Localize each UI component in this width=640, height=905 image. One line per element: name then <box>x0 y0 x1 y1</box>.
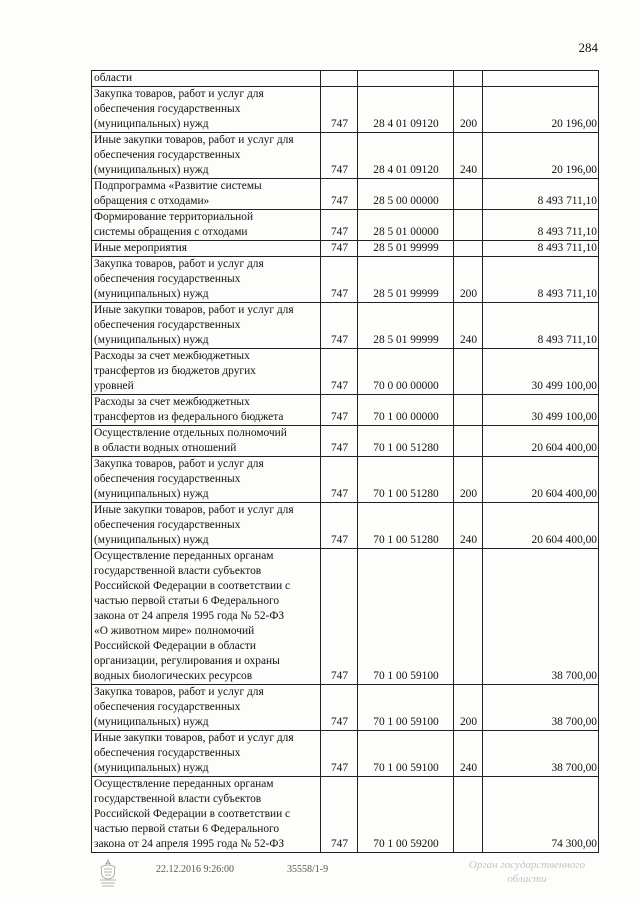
cell-name: Закупка товаров, работ и услуг для обеспечения государственных (муниципальных) нужд <box>92 457 321 503</box>
cell-sum: 20 604 400,00 <box>483 457 599 503</box>
table-row <box>92 426 599 457</box>
cell-ved: 747 <box>321 503 358 549</box>
cell-sum: 20 196,00 <box>483 133 599 179</box>
cell-vr <box>454 395 483 426</box>
footer-stamp: Орган государственного области <box>468 859 586 885</box>
table-row <box>92 349 599 395</box>
cell-csr: 28 4 01 09120 <box>358 87 454 133</box>
table-row <box>92 87 599 133</box>
cell-vr: 200 <box>454 685 483 731</box>
cell-sum: 8 493 711,10 <box>483 303 599 349</box>
table-row <box>92 133 599 179</box>
table-row <box>92 503 599 549</box>
cell-name: Закупка товаров, работ и услуг для обеспечения государственных (муниципальных) нужд <box>92 257 321 303</box>
cell-vr <box>454 179 483 210</box>
cell-csr: 28 5 01 99999 <box>358 241 454 257</box>
cell-sum: 8 493 711,10 <box>483 210 599 241</box>
cell-ved: 747 <box>321 426 358 457</box>
cell-ved: 747 <box>321 303 358 349</box>
table-row <box>92 71 599 87</box>
cell-sum: 38 700,00 <box>483 731 599 777</box>
cell-name: Расходы за счет межбюджетных трансфертов из федерального бюджета <box>92 395 321 426</box>
cell-csr: 70 1 00 00000 <box>358 395 454 426</box>
cell-vr: 240 <box>454 731 483 777</box>
cell-vr <box>454 210 483 241</box>
cell-sum: 20 604 400,00 <box>483 503 599 549</box>
cell-ved: 747 <box>321 179 358 210</box>
cell-ved: 747 <box>321 549 358 685</box>
cell-sum: 38 700,00 <box>483 685 599 731</box>
cell-csr: 70 1 00 59100 <box>358 685 454 731</box>
cell-ved: 747 <box>321 133 358 179</box>
table-row <box>92 731 599 777</box>
coat-of-arms-icon <box>95 858 121 888</box>
cell-ved: 747 <box>321 257 358 303</box>
cell-name: Закупка товаров, работ и услуг для обеспечения государственных (муниципальных) нужд <box>92 685 321 731</box>
cell-ved: 747 <box>321 241 358 257</box>
cell-ved: 747 <box>321 210 358 241</box>
cell-csr: 70 1 00 59100 <box>358 549 454 685</box>
cell-name: Иные закупки товаров, работ и услуг для обеспечения государственных (муниципальных) нужд <box>92 503 321 549</box>
cell-vr <box>454 349 483 395</box>
cell-vr <box>454 549 483 685</box>
cell-ved: 747 <box>321 349 358 395</box>
table-row <box>92 257 599 303</box>
budget-table <box>91 70 599 853</box>
cell-sum: 8 493 711,10 <box>483 257 599 303</box>
cell-ved: 747 <box>321 685 358 731</box>
table-row <box>92 685 599 731</box>
cell-ved <box>321 71 358 87</box>
cell-csr: 70 1 00 51280 <box>358 457 454 503</box>
footer-document-number: 35558/1-9 <box>287 864 329 875</box>
cell-name: области <box>92 71 321 87</box>
cell-vr: 240 <box>454 503 483 549</box>
cell-sum: 8 493 711,10 <box>483 179 599 210</box>
cell-name: Осуществление отдельных полномочий в области водных отношений <box>92 426 321 457</box>
table-row <box>92 303 599 349</box>
cell-name: Иные закупки товаров, работ и услуг для обеспечения государственных (муниципальных) нужд <box>92 303 321 349</box>
cell-csr: 70 1 00 59100 <box>358 731 454 777</box>
cell-ved: 747 <box>321 777 358 853</box>
cell-vr <box>454 777 483 853</box>
cell-name: Закупка товаров, работ и услуг для обеспечения государственных (муниципальных) нужд <box>92 87 321 133</box>
page-number: 284 <box>578 40 598 55</box>
table-row <box>92 241 599 257</box>
cell-ved: 747 <box>321 731 358 777</box>
cell-csr: 28 5 01 99999 <box>358 303 454 349</box>
cell-csr: 28 5 01 99999 <box>358 257 454 303</box>
cell-csr: 28 4 01 09120 <box>358 133 454 179</box>
cell-sum <box>483 71 599 87</box>
cell-name: Осуществление переданных органам государственной власти субъектов Российской Федерации в соответствии с частью первой статьи 6 Федерального закона от 24 апреля 1995 года № 52-ФЗ «О животном мире» полномочий Российской Федерации в области организации, регулирования и охраны водных биологических ресурсов <box>92 549 321 685</box>
cell-vr: 200 <box>454 257 483 303</box>
cell-ved: 747 <box>321 457 358 503</box>
cell-sum: 38 700,00 <box>483 549 599 685</box>
table-row <box>92 777 599 853</box>
cell-csr: 28 5 00 00000 <box>358 179 454 210</box>
cell-csr <box>358 71 454 87</box>
cell-vr: 240 <box>454 303 483 349</box>
cell-sum: 30 499 100,00 <box>483 349 599 395</box>
cell-name: Иные закупки товаров, работ и услуг для обеспечения государственных (муниципальных) нужд <box>92 731 321 777</box>
cell-csr: 70 1 00 59200 <box>358 777 454 853</box>
cell-vr: 200 <box>454 457 483 503</box>
cell-csr: 70 1 00 51280 <box>358 426 454 457</box>
cell-name: Осуществление переданных органам государственной власти субъектов Российской Федерации в соответствии с частью первой статьи 6 Федерального закона от 24 апреля 1995 года № 52-ФЗ <box>92 777 321 853</box>
cell-name: Иные мероприятия <box>92 241 321 257</box>
cell-csr: 28 5 01 00000 <box>358 210 454 241</box>
cell-name: Расходы за счет межбюджетных трансфертов из бюджетов других уровней <box>92 349 321 395</box>
cell-ved: 747 <box>321 395 358 426</box>
cell-sum: 8 493 711,10 <box>483 241 599 257</box>
table-row <box>92 179 599 210</box>
cell-ved: 747 <box>321 87 358 133</box>
table-row <box>92 549 599 685</box>
cell-name: Формирование территориальной системы обращения с отходами <box>92 210 321 241</box>
table-row <box>92 210 599 241</box>
cell-vr <box>454 241 483 257</box>
budget-table-body <box>92 71 599 853</box>
cell-sum: 30 499 100,00 <box>483 395 599 426</box>
cell-vr: 200 <box>454 87 483 133</box>
cell-name: Иные закупки товаров, работ и услуг для обеспечения государственных (муниципальных) нужд <box>92 133 321 179</box>
table-row <box>92 457 599 503</box>
cell-sum: 74 300,00 <box>483 777 599 853</box>
cell-vr: 240 <box>454 133 483 179</box>
cell-csr: 70 1 00 51280 <box>358 503 454 549</box>
cell-sum: 20 196,00 <box>483 87 599 133</box>
footer-timestamp: 22.12.2016 9:26:00 <box>156 864 235 875</box>
table-row <box>92 395 599 426</box>
footer <box>0 858 640 898</box>
cell-vr <box>454 71 483 87</box>
cell-sum: 20 604 400,00 <box>483 426 599 457</box>
cell-name: Подпрограмма «Развитие системы обращения с отходами» <box>92 179 321 210</box>
cell-csr: 70 0 00 00000 <box>358 349 454 395</box>
cell-vr <box>454 426 483 457</box>
